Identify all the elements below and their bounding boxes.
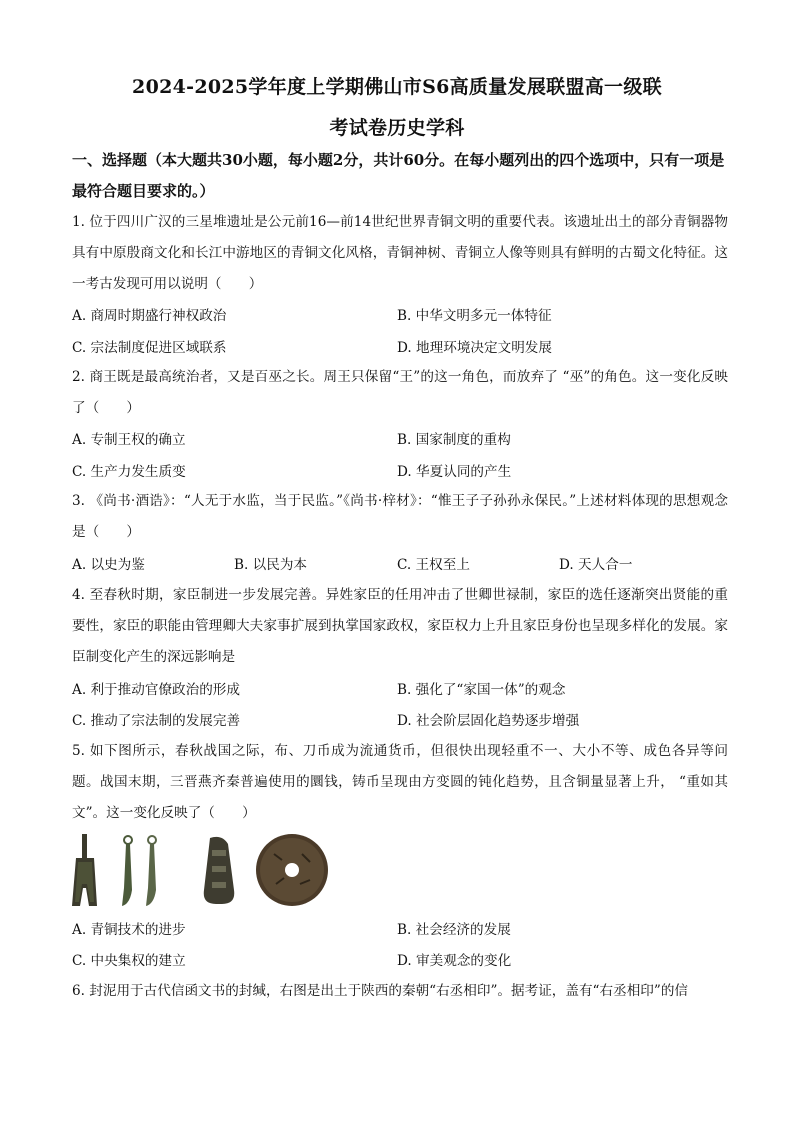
question-5-option-b: B. 社会经济的发展 bbox=[397, 922, 511, 938]
question-2-option-d: D. 华夏认同的产生 bbox=[397, 464, 512, 480]
question-1-option-a: A. 商周时期盛行神权政治 bbox=[72, 308, 227, 324]
knife-coin-2 bbox=[146, 836, 156, 906]
question-2-option-b: B. 国家制度的重构 bbox=[397, 432, 511, 448]
question-4-stem: 4. 至春秋时期，家臣制进一步发展完善。异姓家臣的任用冲击了世卿世禄制，家臣的选任逐渐突出贤能的重要性，家臣的职能由管理卿大夫家事扩展到执掌国家政权，家臣权力上升且家臣身份也呈现多样化的发展。家臣制变化产生的深远影响是 bbox=[72, 587, 728, 665]
question-2-stem: 2. 商王既是最高统治者，又是百巫之长。周王只保留“王”的这一角色，而放弃了 “巫”的角色。这一变化反映了（ ） bbox=[72, 369, 728, 416]
knife-coin-1 bbox=[122, 836, 132, 906]
question-3-option-b: B. 以民为本 bbox=[234, 557, 308, 573]
question-1-option-b: B. 中华文明多元一体特征 bbox=[397, 308, 552, 324]
question-1-option-d: D. 地理环境决定文明发展 bbox=[397, 340, 552, 356]
question-4-option-b: B. 强化了“家国一体”的观念 bbox=[397, 682, 566, 698]
question-6-stem: 6. 封泥用于古代信函文书的封缄，右图是出土于陕西的秦朝“右丞相印”。据考证，盖有“右丞相印”的信 bbox=[72, 983, 689, 999]
exam-title-line1: 2024-2025学年度上学期佛山市S6高质量发展联盟高一级联 bbox=[132, 76, 662, 98]
round-coin bbox=[256, 834, 328, 906]
exam-title-line2: 考试卷历史学科 bbox=[329, 117, 465, 139]
question-4-option-a: A. 利于推动官僚政治的形成 bbox=[72, 682, 240, 698]
question-3-option-a: A. 以史为鉴 bbox=[72, 557, 145, 573]
question-4-option-d: D. 社会阶层固化趋势逐步增强 bbox=[397, 713, 580, 729]
spade-coin bbox=[72, 834, 97, 906]
question-3-option-d: D. 天人合一 bbox=[559, 557, 633, 573]
question-5-stem: 5. 如下图所示，春秋战国之际，布、刀币成为流通货币，但很快出现轻重不一、大小不等、成色各异等问题。战国末期，三晋燕齐秦普遍使用的圜钱，铸币呈现由方变圆的钝化趋势，且含铜量显著上升， “重如其文”。这一变化反映了（ ） bbox=[72, 743, 728, 821]
bronze-ant-coin bbox=[204, 837, 235, 904]
question-1-stem: 1. 位于四川广汉的三星堆遗址是公元前16—前14世纪世界青铜文明的重要代表。该遗址出土的部分青铜器物具有中原殷商文化和长江中游地区的青铜文化风格，青铜神树、青铜立人像等则具有鲜明的古蜀文化特征。这一考古发现可用以说明（ ） bbox=[72, 214, 728, 292]
question-3-stem: 3. 《尚书·酒诰》：“人无于水监，当于民监。”《尚书·梓材》：“惟王子子孙孙永保民。”上述材料体现的思想观念是（ ） bbox=[72, 493, 728, 540]
question-2-option-a: A. 专制王权的确立 bbox=[72, 432, 186, 448]
question-2-option-c: C. 生产力发生质变 bbox=[72, 464, 186, 480]
question-5-option-d: D. 审美观念的变化 bbox=[397, 953, 512, 969]
question-3-option-c: C. 王权至上 bbox=[397, 557, 470, 573]
question-5-option-c: C. 中央集权的建立 bbox=[72, 953, 186, 969]
question-4-option-c: C. 推动了宗法制的发展完善 bbox=[72, 713, 241, 729]
ancient-coins-image bbox=[70, 832, 340, 912]
question-1-option-c: C. 宗法制度促进区域联系 bbox=[72, 340, 227, 356]
question-5-option-a: A. 青铜技术的进步 bbox=[72, 922, 186, 938]
section-heading: 一、选择题（本大题共30小题，每小题2分，共计60分。在每小题列出的四个选项中，只有一项是最符合题目要求的。） bbox=[72, 151, 725, 200]
